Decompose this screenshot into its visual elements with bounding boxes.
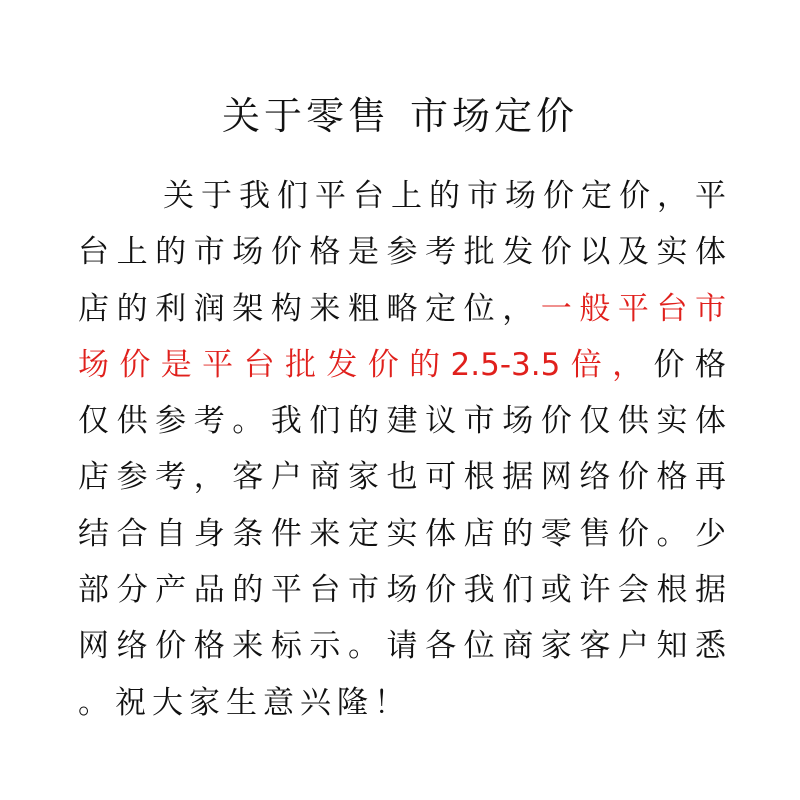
paragraph-char: 我 [239,178,270,214]
paragraph-char: 场 [502,403,534,440]
paragraph-char: 平 [617,290,649,327]
paragraph-char: 场 [232,234,264,271]
paragraph-char: 仅 [579,403,611,440]
paragraph-char: 店 [78,459,109,496]
paragraph-char: 身 [193,515,225,552]
paragraph-char: 户 [270,459,302,496]
paragraph-char: 家 [540,628,572,665]
paragraph-char: 根 [463,459,495,496]
paragraph-line-3 [78,281,726,337]
paragraph-char: 店 [78,290,109,327]
paragraph-char: 意 [263,684,300,721]
paragraph-char: 。 [347,628,379,665]
paragraph-char: 平 [315,178,346,214]
paragraph-char: 部 [78,572,109,609]
paragraph-char: 平 [270,572,302,609]
paragraph-char: 定 [425,290,457,327]
paragraph-char: ， [193,459,225,496]
paragraph-char: 体 [695,403,726,440]
paragraph-char: ， [657,178,688,214]
paragraph-char: 。 [656,515,688,552]
paragraph-char: 体 [425,515,457,552]
paragraph-char: 产 [155,572,187,609]
paragraph-char: 。 [78,684,115,721]
paragraph-char: 场 [386,572,418,609]
paragraph-char: 润 [193,290,225,327]
paragraph-char: 及 [617,234,649,271]
paragraph-char: 自 [155,515,187,552]
paragraph-char: 的 [155,234,187,271]
paragraph-char: 是 [160,346,192,383]
paragraph-char: 生 [226,684,263,721]
paragraph-char: 般 [579,290,611,327]
paragraph-char: 场 [78,346,109,383]
paragraph-char: 的 [347,403,379,440]
paragraph-char: 们 [309,403,341,440]
paragraph-char: 实 [656,403,688,440]
paragraph-char: 参 [386,234,418,271]
paragraph-char: 标 [270,628,302,665]
paragraph-char: 位 [463,628,495,665]
paragraph-char: 仅 [78,403,109,440]
paragraph-char: 上 [116,234,148,271]
paragraph-line-10 [78,675,726,731]
paragraph-char: 我 [463,572,495,609]
paragraph-line-4 [78,337,726,393]
paragraph-char: 考 [193,403,225,440]
paragraph-char: ！ [374,684,411,721]
paragraph-char: 客 [232,459,264,496]
paragraph-char: 以 [579,234,611,271]
paragraph-char: 参 [155,403,187,440]
paragraph-char: 利 [155,290,187,327]
paragraph-char: 价 [367,346,399,383]
paragraph-char: 倍 [570,346,602,383]
paragraph-char: 品 [193,572,225,609]
paragraph-char: 格 [656,459,688,496]
paragraph-char: 台 [243,346,275,383]
paragraph-char: 的 [116,290,148,327]
paragraph-char: 考 [425,234,457,271]
paragraph-char: 2.5-3.5 [450,346,561,383]
paragraph-char: 家 [189,684,226,721]
paragraph-char: 们 [502,572,534,609]
paragraph-char: 也 [386,459,418,496]
paragraph-char: 网 [78,628,109,665]
paragraph-char: 各 [425,628,457,665]
paragraph-char: 批 [284,346,316,383]
paragraph-line-2 [78,224,726,280]
paragraph-char: 是 [347,234,379,271]
paragraph-char: 价 [540,403,572,440]
paragraph-char: 我 [270,403,302,440]
paragraph-char: 分 [116,572,148,609]
paragraph-char: 的 [409,346,441,383]
paragraph-char: 知 [656,628,688,665]
paragraph-char: 构 [270,290,302,327]
paragraph-line-7 [78,506,726,562]
paragraph-char: 请 [386,628,418,665]
paragraph-char: 关 [163,178,194,214]
paragraph-char: 或 [540,572,572,609]
paragraph-char: 台 [656,290,688,327]
paragraph-char: 条 [232,515,264,552]
paragraph-char: 再 [695,459,726,496]
paragraph-char: 供 [116,403,148,440]
paragraph-char: 实 [656,234,688,271]
paragraph-char: 大 [152,684,189,721]
paragraph-char: 市 [467,178,498,214]
paragraph-char: 架 [232,290,264,327]
paragraph-char: 市 [463,403,495,440]
paragraph-char: 户 [617,628,649,665]
paragraph-line-5 [78,393,726,449]
paragraph-char: 格 [193,628,225,665]
paragraph-char: 上 [391,178,422,214]
paragraph-char: 络 [579,459,611,496]
paragraph-char: 许 [579,572,611,609]
paragraph-char: 场 [505,178,536,214]
paragraph-char: 价 [617,515,649,552]
paragraph-char: 平 [202,346,234,383]
paragraph-line-6 [78,449,726,505]
paragraph-char: 络 [116,628,148,665]
paragraph-char: 考 [155,459,187,496]
paragraph-char: 零 [540,515,572,552]
paragraph-char: 位 [463,290,495,327]
paragraph-char: 平 [695,178,726,214]
paragraph-char: 价 [540,234,572,271]
paragraph-char: 格 [694,346,726,383]
paragraph-char: 售 [579,515,611,552]
paragraph-char: 结 [78,515,109,552]
paragraph-char: 台 [309,572,341,609]
paragraph-char: 们 [277,178,308,214]
paragraph-line-1 [78,168,726,224]
paragraph-char: 示 [309,628,341,665]
paragraph-char: 于 [201,178,232,214]
paragraph-char: 会 [617,572,649,609]
paragraph-char: 略 [386,290,418,327]
paragraph-char: 供 [617,403,649,440]
paragraph-char: ， [612,346,644,383]
paragraph-char: 的 [502,515,534,552]
paragraph-char: 来 [232,628,264,665]
paragraph-char: 件 [270,515,302,552]
paragraph-char: ， [502,290,534,327]
paragraph-char: 发 [502,234,534,271]
paragraph-char: 的 [232,572,264,609]
paragraph-char: 兴 [300,684,337,721]
paragraph-char: 的 [429,178,460,214]
paragraph-char: 可 [425,459,457,496]
paragraph-char: 根 [656,572,688,609]
paragraph-char: 发 [326,346,358,383]
title-part-2: 市场定价 [410,94,579,138]
paragraph-char: 价 [543,178,574,214]
paragraph-char: 来 [309,290,341,327]
paragraph-char: 定 [581,178,612,214]
paragraph-char: 少 [695,515,726,552]
paragraph-char: 价 [270,234,302,271]
paragraph-char: 价 [653,346,685,383]
paragraph-char: 市 [193,234,225,271]
page-title [0,88,800,144]
paragraph-char: 悉 [695,628,726,665]
notice-paragraph [78,168,726,731]
paragraph-char: 。 [232,403,264,440]
paragraph-char: 商 [309,459,341,496]
paragraph-char: 粗 [347,290,379,327]
paragraph-char: 体 [695,234,726,271]
paragraph-char: 市 [347,572,379,609]
paragraph-char: 店 [463,515,495,552]
paragraph-char: 一 [540,290,572,327]
paragraph-char: 台 [353,178,384,214]
paragraph-char: 格 [309,234,341,271]
paragraph-line-8 [78,562,726,618]
paragraph-char: 据 [695,572,726,609]
paragraph-char: 合 [116,515,148,552]
paragraph-char: 议 [425,403,457,440]
paragraph-char: 建 [386,403,418,440]
paragraph-char: 据 [502,459,534,496]
paragraph-char: 价 [617,459,649,496]
paragraph-char: 商 [502,628,534,665]
paragraph-char: 定 [347,515,379,552]
paragraph-char: 来 [309,515,341,552]
paragraph-line-9 [78,618,726,674]
paragraph-char: 批 [463,234,495,271]
paragraph-char: 价 [119,346,151,383]
paragraph-char: 价 [619,178,650,214]
paragraph-char: 价 [425,572,457,609]
paragraph-char: 隆 [337,684,374,721]
paragraph-char: 网 [540,459,572,496]
title-part-1: 关于零售 [221,94,390,138]
paragraph-char: 实 [386,515,418,552]
paragraph-char: 参 [116,459,148,496]
paragraph-char: 祝 [115,684,152,721]
paragraph-char: 台 [78,234,109,271]
paragraph-char: 价 [155,628,187,665]
paragraph-char: 客 [579,628,611,665]
paragraph-char: 市 [695,290,726,327]
paragraph-char: 家 [347,459,379,496]
